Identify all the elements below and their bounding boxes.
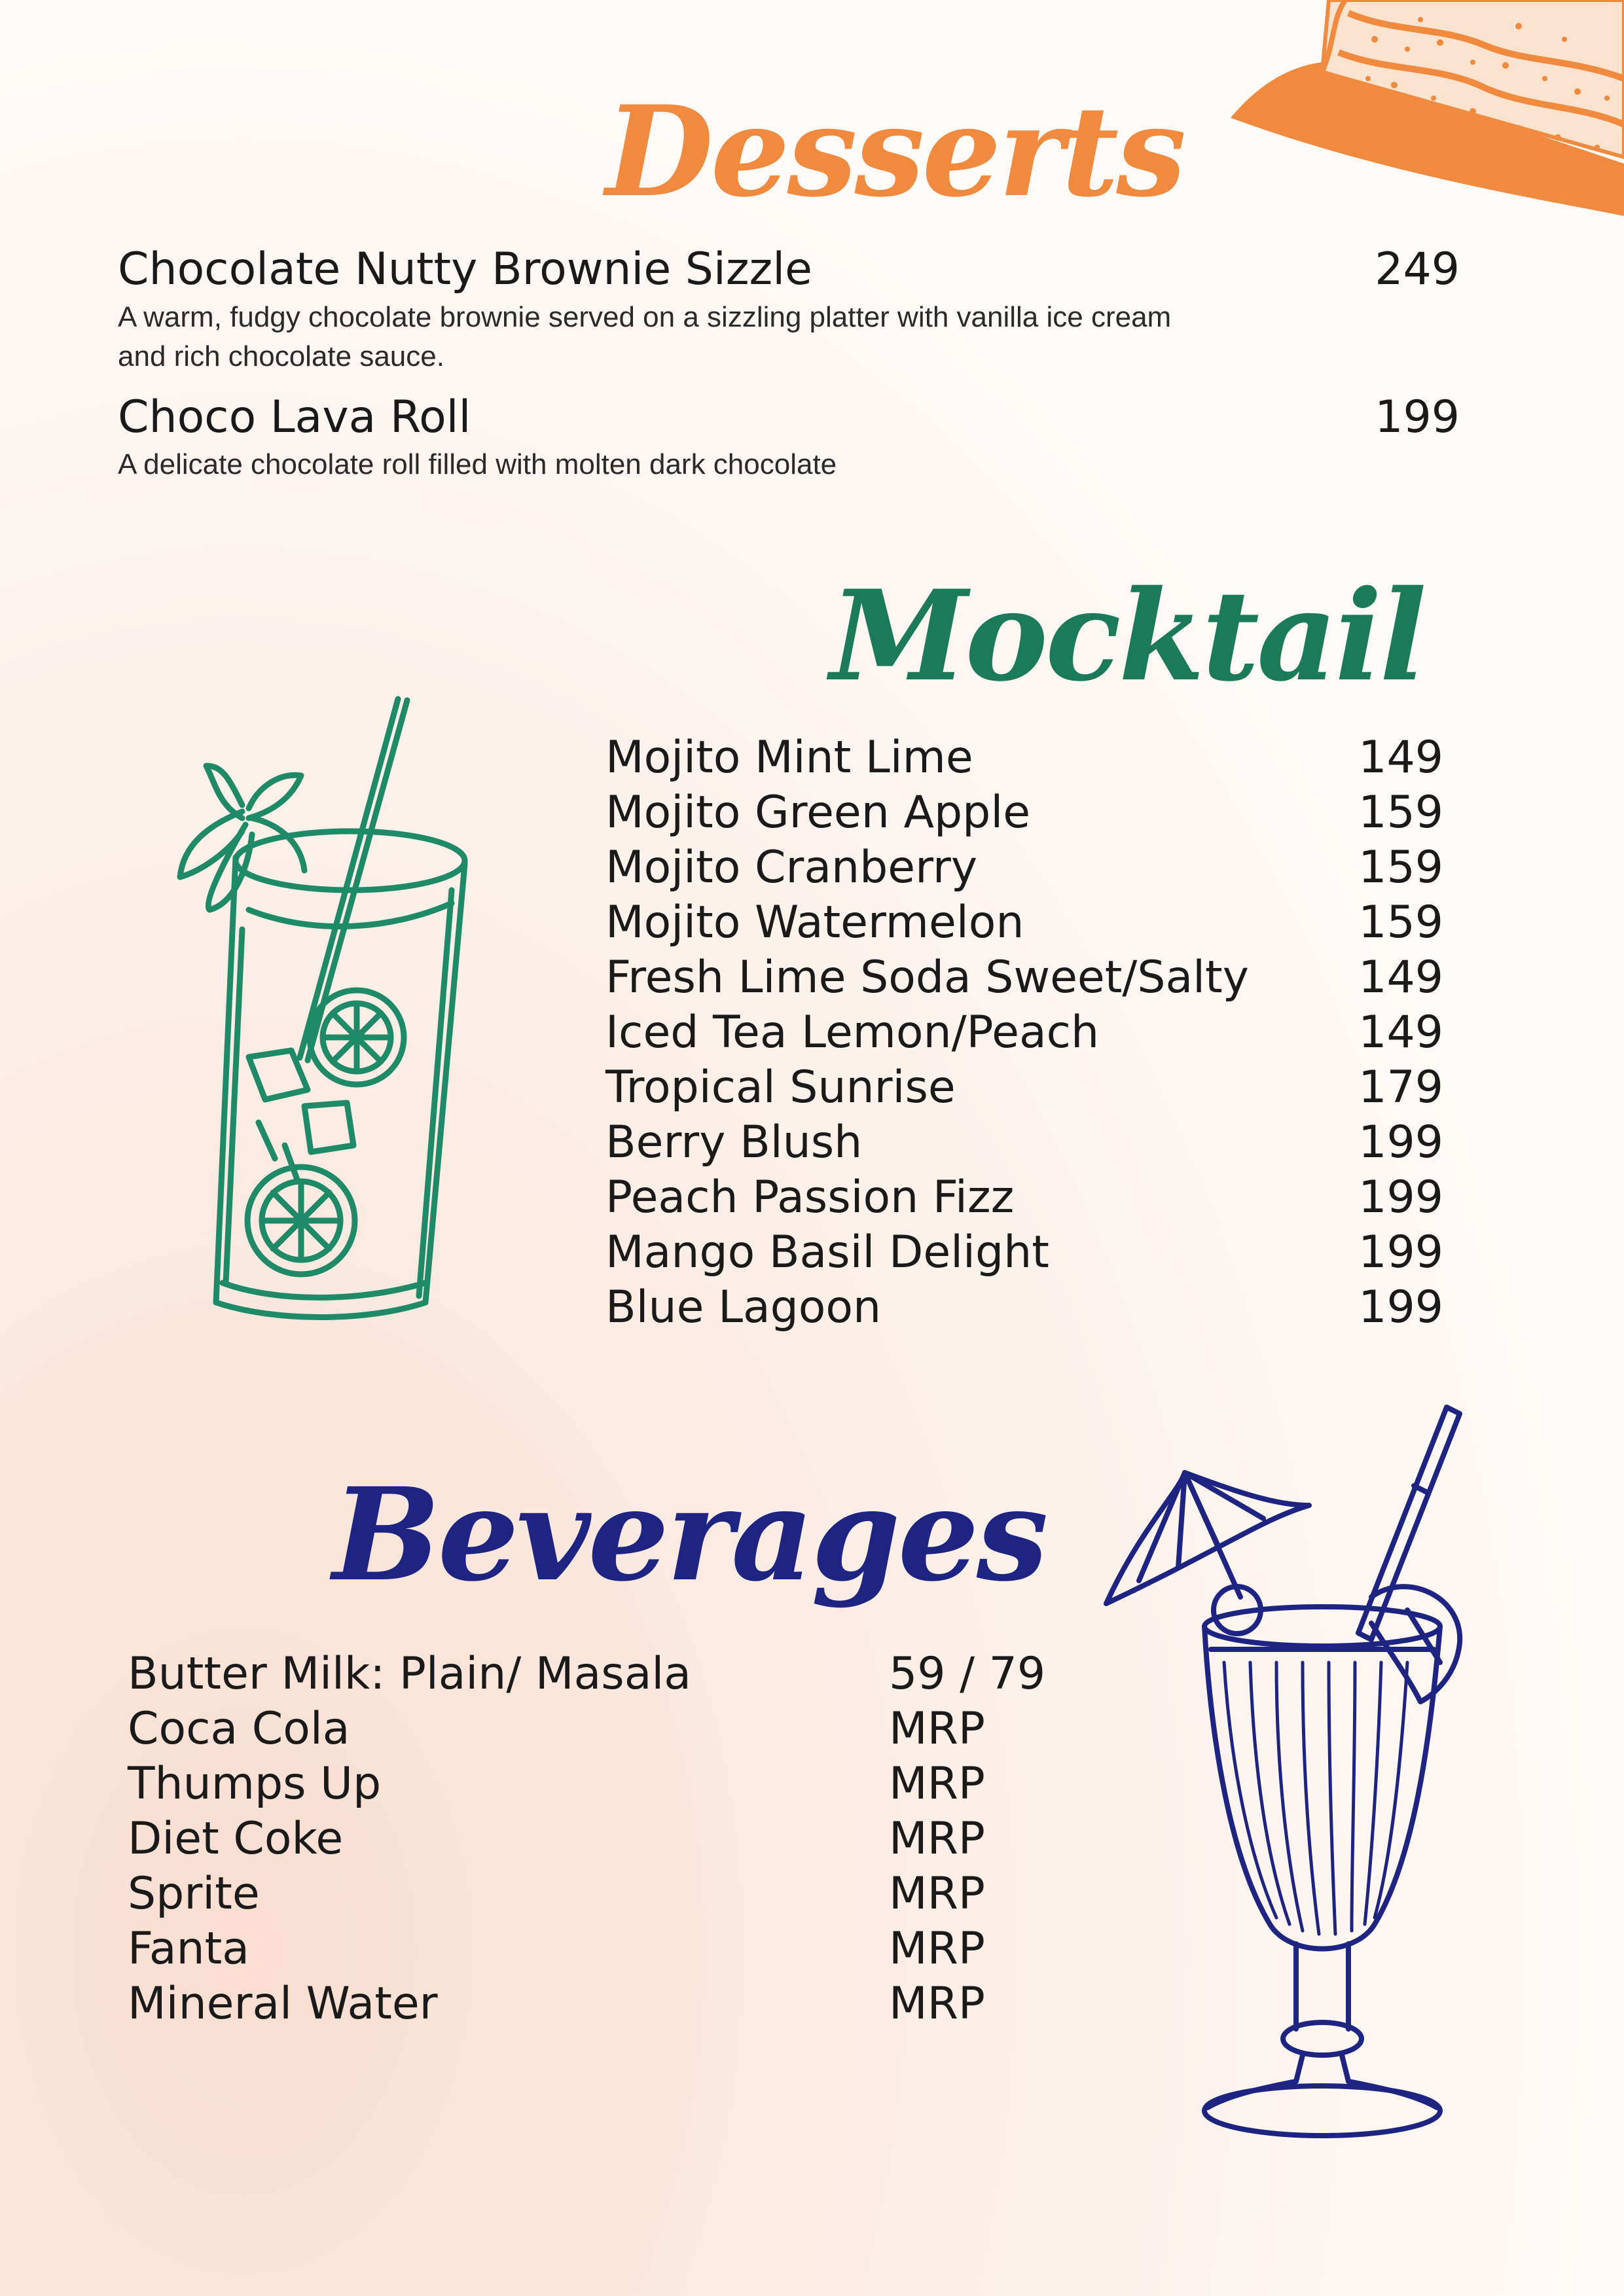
list-item [128,1866,1057,1921]
list-item [605,840,1443,895]
list-item [605,1115,1443,1170]
list-item [605,1225,1443,1280]
list-item [605,785,1443,840]
beverages-list [128,1646,1057,2031]
beverage-item-name: Thumps Up [128,1757,382,1810]
beverage-item-name: Coca Cola [128,1702,350,1755]
cake-slice-illustration [1224,0,1624,216]
mocktail-item-name: Mango Basil Delight [605,1226,1049,1278]
mocktail-item-name: Mojito Watermelon [605,896,1024,948]
beverage-item-price: 59 / 79 [889,1647,1046,1700]
dessert-item-name: Chocolate Nutty Brownie Sizzle [118,243,812,295]
dessert-item-description: A delicate chocolate roll filled with molten dark chocolate [118,448,837,480]
dessert-item-price: 199 [1375,391,1460,443]
beverage-item-name: Fanta [128,1922,249,1975]
list-item [605,1170,1443,1225]
mocktail-heading: Mocktail [830,563,1424,709]
desserts-heading: Desserts [605,79,1184,224]
mocktail-item-name: Mojito Mint Lime [605,731,973,783]
mocktail-item-price: 149 [1358,1006,1443,1058]
dessert-item-name: Choco Lava Roll [118,391,471,443]
mocktail-item-price: 159 [1358,786,1443,838]
list-item [605,1280,1443,1335]
mocktail-item-name: Berry Blush [605,1116,863,1168]
list-item [605,1005,1443,1060]
list-item [605,1060,1443,1115]
beverage-item-price: MRP [889,1977,985,2030]
beverage-item-price: MRP [889,1812,985,1865]
mocktail-item-name: Iced Tea Lemon/Peach [605,1006,1100,1058]
beverage-item-name: Sprite [128,1867,260,1920]
mocktail-item-name: Fresh Lime Soda Sweet/Salty [605,951,1249,1003]
beverage-item-name: Diet Coke [128,1812,344,1865]
list-item [128,1976,1057,2031]
mocktail-item-price: 179 [1358,1061,1443,1113]
mocktail-item-name: Mojito Green Apple [605,786,1031,838]
beverage-item-price: MRP [889,1757,985,1810]
list-item [128,1701,1057,1756]
list-item [128,1646,1057,1701]
mocktail-item-price: 199 [1358,1226,1443,1278]
beverage-item-price: MRP [889,1867,985,1920]
dessert-item-price: 249 [1375,243,1460,295]
beverage-item-name: Butter Milk: Plain/ Masala [128,1647,691,1700]
mocktail-item-price: 159 [1358,896,1443,948]
mocktail-item-price: 199 [1358,1116,1443,1168]
list-item [605,895,1443,950]
mojito-glass-illustration [144,694,484,1355]
mocktail-item-price: 199 [1358,1281,1443,1333]
beverage-item-price: MRP [889,1702,985,1755]
beverage-item-price: MRP [889,1922,985,1975]
mocktail-item-price: 149 [1358,951,1443,1003]
beverages-heading: Beverages [333,1460,1046,1609]
list-item [605,730,1443,785]
mocktail-item-price: 159 [1358,841,1443,893]
list-item [605,950,1443,1005]
mocktail-item-name: Blue Lagoon [605,1281,882,1333]
list-item [128,1921,1057,1976]
mocktail-list [605,730,1443,1335]
dessert-item-description: A warm, fudgy chocolate brownie served on a sizzling platter with vanilla ice cream [118,301,1172,333]
beverage-item-name: Mineral Water [128,1977,438,2030]
mocktail-item-price: 199 [1358,1171,1443,1223]
dessert-item-description: and rich chocolate sauce. [118,340,444,372]
mocktail-item-price: 149 [1358,731,1443,783]
mocktail-item-name: Tropical Sunrise [605,1061,956,1113]
list-item [128,1811,1057,1866]
mocktail-item-name: Peach Passion Fizz [605,1171,1015,1223]
list-item [128,1756,1057,1811]
mocktail-item-name: Mojito Cranberry [605,841,978,893]
cocktail-glass-illustration [1100,1401,1466,2147]
